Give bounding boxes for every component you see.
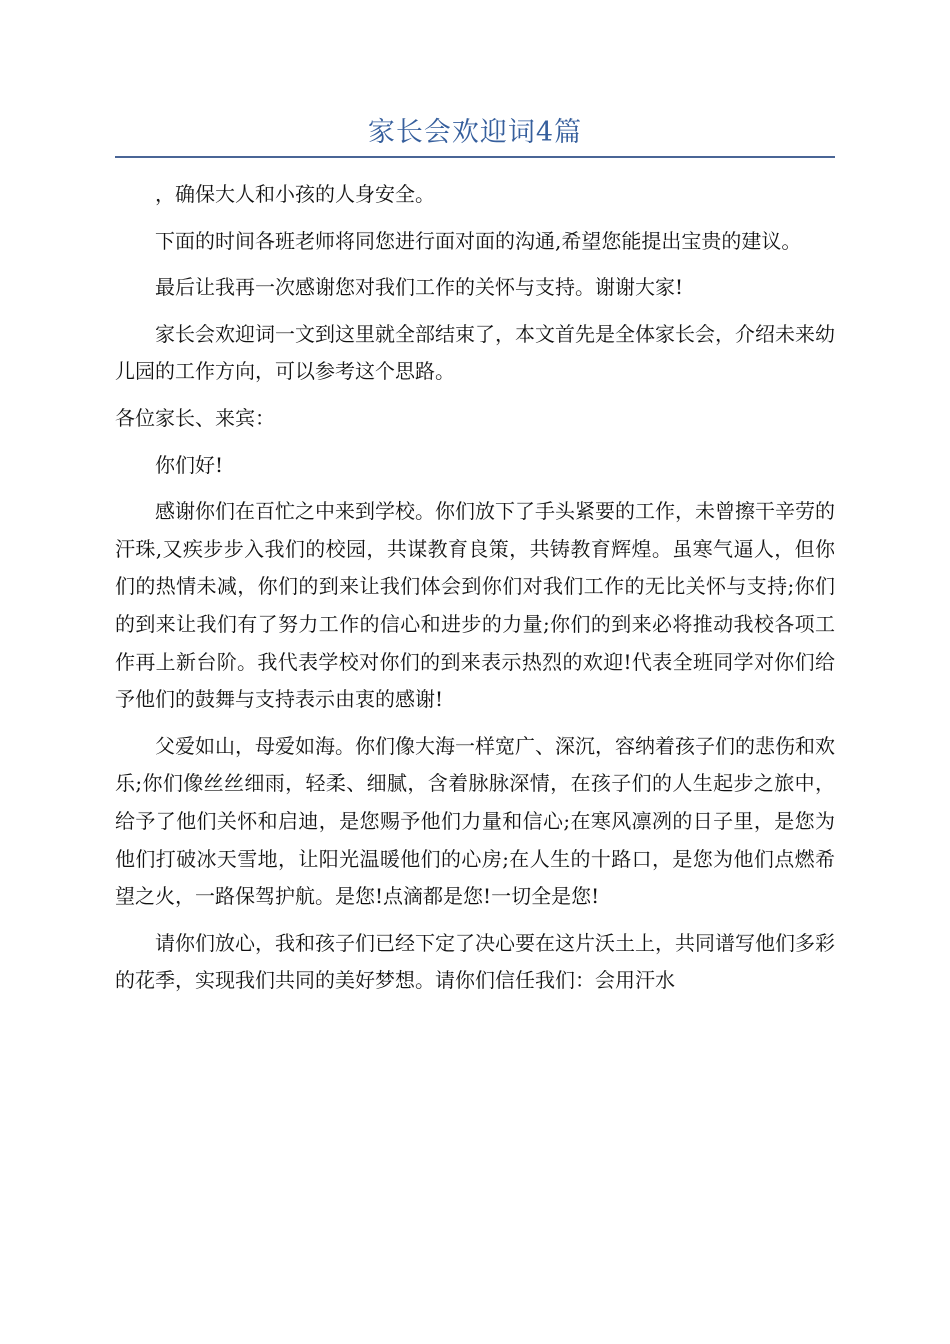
paragraph: 感谢你们在百忙之中来到学校。你们放下了手头紧要的工作，未曾擦干辛劳的汗珠,又疾步步入我们的校园，共谋教育良策，共铸教育辉煌。虽寒气逼人，但你们的热情未减，你们的到来让我们体会到你们对我们工作的无比关怀与支持;你们的到来让我们有了努力工作的信心和进步的力量;你们的到来必将推动我校各项工作再上新台阶。我代表学校对你们的到来表示热烈的欢迎!代表全班同学对你们给予他们的鼓舞与支持表示由衷的感谢! — [115, 499, 835, 712]
paragraph: 下面的时间各班老师将同您进行面对面的沟通,希望您能提出宝贵的建议。 — [155, 228, 802, 253]
paragraph: ，确保大人和小孩的人身安全。 — [155, 182, 435, 206]
greeting: 你们好! — [155, 452, 224, 477]
document-body — [115, 176, 835, 1009]
document-title: 家长会欢迎词4篇 — [367, 117, 583, 148]
paragraph: 请你们放心，我和孩子们已经下定了决心要在这片沃土上，共同谱写他们多彩的花季，实现我们共同的美好梦想。请你们信任我们：会用汗水 — [115, 930, 835, 993]
document-header — [115, 112, 835, 158]
paragraph: 父爱如山，母爱如海。你们像大海一样宽广、深沉，容纳着孩子们的悲伤和欢乐;你们像丝丝细雨，轻柔、细腻，含着脉脉深情，在孩子们的人生起步之旅中，给予了他们关怀和启迪，是您赐予他们力量和信心;在寒风凛冽的日子里，是您为他们打破冰天雪地，让阳光温暖他们的心房;在人生的十路口，是您为他们点燃希望之火，一路保驾护航。是您!点滴都是您!一切全是您! — [115, 733, 835, 909]
salutation: 各位家长、来宾： — [115, 405, 275, 430]
paragraph: 家长会欢迎词一文到这里就全部结束了，本文首先是全体家长会，介绍未来幼儿园的工作方向，可以参考这个思路。 — [115, 321, 835, 384]
paragraph: 最后让我再一次感谢您对我们工作的关怀与支持。谢谢大家! — [155, 275, 684, 300]
